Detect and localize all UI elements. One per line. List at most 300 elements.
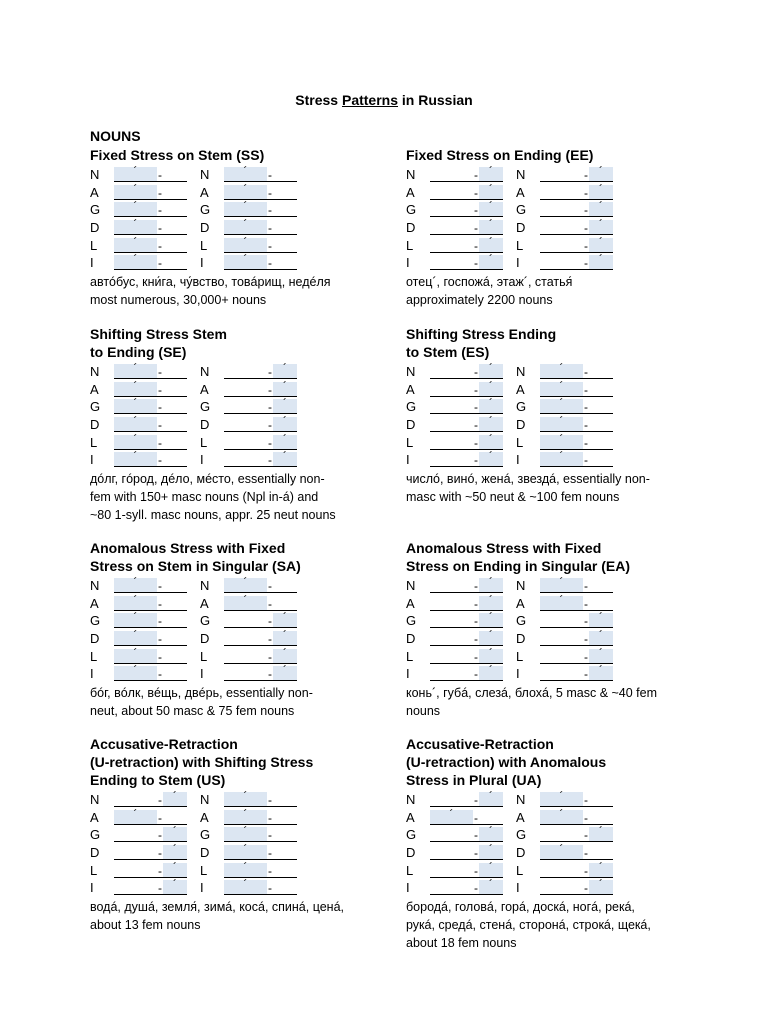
stem-blank xyxy=(540,578,583,592)
case-label: D xyxy=(516,845,526,861)
hyphen: - xyxy=(268,828,272,843)
ending-blank xyxy=(479,220,503,234)
ending-blank xyxy=(163,364,187,378)
stem-blank xyxy=(430,382,473,396)
case-row xyxy=(406,219,706,237)
stress-slot-stem xyxy=(114,613,187,628)
stress-slot-stem xyxy=(224,827,297,842)
examples-line: рукá, средá, стенá, сторонá, строкá, щекá, xyxy=(406,917,651,932)
stem-blank xyxy=(430,596,473,610)
stress-slot-ending xyxy=(430,364,503,379)
case-label: L xyxy=(516,862,524,878)
stem-blank xyxy=(224,255,267,269)
section-ee xyxy=(406,146,706,309)
section-title-line: (U-retraction) with Shifting Stress xyxy=(90,754,314,770)
stem-blank xyxy=(224,613,267,627)
examples-line: дóлг, гóрод, дéло, мéсто, essentially non- xyxy=(90,471,325,486)
examples-text xyxy=(406,470,706,506)
section-title-line: to Stem (ES) xyxy=(406,344,490,360)
stress-slot-stem xyxy=(114,255,187,270)
stress-slot-ending xyxy=(430,435,503,450)
hyphen: - xyxy=(584,828,588,843)
stem-blank xyxy=(430,810,473,824)
case-row xyxy=(406,861,706,879)
ending-blank xyxy=(163,167,187,181)
case-row xyxy=(406,363,706,381)
stress-slot-stem xyxy=(430,810,503,825)
hyphen: - xyxy=(268,667,272,682)
stem-blank xyxy=(114,845,157,859)
hyphen: - xyxy=(268,453,272,468)
case-label: D xyxy=(200,220,210,236)
hyphen: - xyxy=(268,614,272,629)
hyphen: - xyxy=(584,238,588,253)
stem-blank xyxy=(540,382,583,396)
ending-blank xyxy=(589,364,613,378)
hyphen: - xyxy=(584,649,588,664)
hyphen: - xyxy=(584,185,588,200)
section-title-line: Shifting Stress Ending xyxy=(406,326,557,342)
case-label: I xyxy=(406,255,410,271)
case-label: A xyxy=(90,184,99,200)
stress-slot-stem xyxy=(114,238,187,253)
case-label: D xyxy=(90,417,100,433)
stem-blank xyxy=(114,399,157,413)
hyphen: - xyxy=(268,793,272,808)
stem-blank xyxy=(540,880,583,894)
hyphen: - xyxy=(158,614,162,629)
hyphen: - xyxy=(474,382,478,397)
ending-blank xyxy=(479,578,503,592)
ending-blank xyxy=(163,255,187,269)
stem-blank xyxy=(114,185,157,199)
case-label: I xyxy=(516,255,520,271)
case-label: I xyxy=(516,452,520,468)
case-label: A xyxy=(200,595,209,611)
case-label: L xyxy=(516,237,524,253)
stem-blank xyxy=(540,649,583,663)
case-label: D xyxy=(90,845,100,861)
hyphen: - xyxy=(584,435,588,450)
ending-blank xyxy=(273,810,297,824)
examples-line: конь´, губá, слезá, блохá, 5 masc & ~40 fem xyxy=(406,685,658,700)
case-label: L xyxy=(90,434,98,450)
ending-blank xyxy=(273,666,297,680)
ending-blank xyxy=(163,220,187,234)
stem-blank xyxy=(430,827,473,841)
stress-slot-stem xyxy=(114,417,187,432)
case-label: A xyxy=(516,184,525,200)
stress-slot-stem xyxy=(540,810,613,825)
hyphen: - xyxy=(584,221,588,236)
stress-slot-ending xyxy=(430,255,503,270)
case-label: G xyxy=(200,399,211,415)
examples-line: бородá, головá, горá, доскá, ногá, рекá, xyxy=(406,899,635,914)
case-label: N xyxy=(406,167,416,183)
stress-slot-ending xyxy=(430,399,503,414)
ending-blank xyxy=(273,185,297,199)
examples-line: approximately 2200 nouns xyxy=(406,292,553,307)
ending-blank xyxy=(273,596,297,610)
section-title-line: Stress on Ending in Singular (EA) xyxy=(406,558,631,574)
examples-line: отец´, госпожá, этаж´, статья́ xyxy=(406,274,573,289)
ending-blank xyxy=(273,880,297,894)
section-title-line: Ending to Stem (US) xyxy=(90,772,226,788)
stress-slot-stem xyxy=(540,399,613,414)
ending-blank xyxy=(589,863,613,877)
stress-slot-stem xyxy=(540,578,613,593)
ending-blank xyxy=(163,417,187,431)
stress-slot-ending xyxy=(540,649,613,664)
hyphen: - xyxy=(474,881,478,896)
case-label: A xyxy=(200,809,209,825)
ending-blank xyxy=(163,863,187,877)
stem-blank xyxy=(114,452,157,466)
stress-slot-ending xyxy=(114,863,187,878)
stem-blank xyxy=(224,220,267,234)
case-label: I xyxy=(406,666,410,682)
stem-blank xyxy=(430,880,473,894)
examples-text xyxy=(406,898,706,952)
hyphen: - xyxy=(268,221,272,236)
section-title-line: Accusative-Retraction xyxy=(406,736,554,752)
case-row xyxy=(406,166,706,184)
stress-slot-stem xyxy=(540,382,613,397)
stress-slot-stem xyxy=(114,666,187,681)
ending-blank xyxy=(479,596,503,610)
case-label: N xyxy=(516,167,526,183)
title-underlined: Patterns xyxy=(341,92,399,108)
stress-slot-ending xyxy=(430,880,503,895)
case-label: G xyxy=(90,827,101,843)
section-ea xyxy=(406,539,706,720)
stress-slot-stem xyxy=(114,202,187,217)
ending-blank xyxy=(589,417,613,431)
case-label: A xyxy=(406,595,415,611)
hyphen: - xyxy=(474,365,478,380)
hyphen: - xyxy=(584,846,588,861)
case-table xyxy=(90,166,390,272)
stem-blank xyxy=(114,220,157,234)
stem-blank xyxy=(430,649,473,663)
section-title-line: (U-retraction) with Anomalous xyxy=(406,754,607,770)
hyphen: - xyxy=(474,614,478,629)
stem-blank xyxy=(430,364,473,378)
case-row xyxy=(90,826,390,844)
stem-blank xyxy=(114,435,157,449)
hyphen: - xyxy=(158,168,162,183)
hyphen: - xyxy=(158,846,162,861)
case-label: N xyxy=(200,364,210,380)
stress-slot-stem xyxy=(224,863,297,878)
stress-slot-stem xyxy=(540,364,613,379)
ending-blank xyxy=(589,202,613,216)
ending-blank xyxy=(163,810,187,824)
hyphen: - xyxy=(158,793,162,808)
stress-slot-stem xyxy=(224,202,297,217)
stem-blank xyxy=(540,452,583,466)
stem-blank xyxy=(540,863,583,877)
case-label: I xyxy=(90,880,94,896)
ending-blank xyxy=(163,452,187,466)
ending-blank xyxy=(589,666,613,680)
title-post: in Russian xyxy=(398,92,473,108)
section-title-line: Fixed Stress on Ending (EE) xyxy=(406,147,594,163)
examples-line: most numerous, 30,000+ nouns xyxy=(90,292,267,307)
stem-blank xyxy=(540,631,583,645)
stem-blank xyxy=(430,238,473,252)
ending-blank xyxy=(479,827,503,841)
ending-blank xyxy=(589,613,613,627)
stem-blank xyxy=(430,202,473,216)
ending-blank xyxy=(589,220,613,234)
stem-blank xyxy=(224,596,267,610)
stem-blank xyxy=(540,666,583,680)
ending-blank xyxy=(479,417,503,431)
hyphen: - xyxy=(584,863,588,878)
section-sa xyxy=(90,539,390,720)
examples-text xyxy=(406,273,706,309)
stem-blank xyxy=(114,863,157,877)
section-ss xyxy=(90,146,390,309)
case-label: L xyxy=(406,237,414,253)
stem-blank xyxy=(540,399,583,413)
stress-slot-ending xyxy=(224,417,297,432)
examples-text xyxy=(406,684,706,720)
case-label: L xyxy=(406,434,414,450)
case-label: N xyxy=(200,167,210,183)
section-title xyxy=(90,325,390,361)
stress-slot-ending xyxy=(540,167,613,182)
case-row xyxy=(406,398,706,416)
ending-blank xyxy=(589,649,613,663)
examples-line: числó, винó, женá, звездá, essentially non- xyxy=(406,471,650,486)
stem-blank xyxy=(224,435,267,449)
stress-slot-ending xyxy=(224,666,297,681)
case-label: G xyxy=(90,399,101,415)
ending-blank xyxy=(273,417,297,431)
section-title-line: to Ending (SE) xyxy=(90,344,187,360)
stem-blank xyxy=(430,452,473,466)
ending-blank xyxy=(479,613,503,627)
ending-blank xyxy=(479,167,503,181)
stress-slot-ending xyxy=(540,202,613,217)
ending-blank xyxy=(479,364,503,378)
stress-slot-ending xyxy=(224,631,297,646)
hyphen: - xyxy=(158,649,162,664)
stress-slot-stem xyxy=(224,238,297,253)
ending-blank xyxy=(479,666,503,680)
ending-blank xyxy=(163,845,187,859)
ending-blank xyxy=(273,863,297,877)
hyphen: - xyxy=(584,881,588,896)
section-title-line: Anomalous Stress with Fixed xyxy=(406,540,602,556)
examples-text xyxy=(90,470,390,524)
hyphen: - xyxy=(474,238,478,253)
ending-blank xyxy=(273,220,297,234)
stress-slot-ending xyxy=(430,220,503,235)
hyphen: - xyxy=(474,256,478,271)
case-row xyxy=(90,844,390,862)
hyphen: - xyxy=(158,828,162,843)
ending-blank xyxy=(589,578,613,592)
stem-blank xyxy=(114,880,157,894)
stress-slot-stem xyxy=(114,649,187,664)
ending-blank xyxy=(273,845,297,859)
stem-blank xyxy=(114,596,157,610)
case-row xyxy=(406,665,706,683)
case-label: L xyxy=(516,434,524,450)
case-label: D xyxy=(516,220,526,236)
case-label: D xyxy=(406,417,416,433)
ending-blank xyxy=(273,238,297,252)
stem-blank xyxy=(430,666,473,680)
stress-slot-ending xyxy=(540,238,613,253)
case-row xyxy=(90,861,390,879)
stress-slot-stem xyxy=(224,220,297,235)
ending-blank xyxy=(163,631,187,645)
stem-blank xyxy=(224,827,267,841)
ending-blank xyxy=(479,185,503,199)
ending-blank xyxy=(589,631,613,645)
stem-blank xyxy=(430,185,473,199)
stress-slot-stem xyxy=(224,792,297,807)
stress-slot-ending xyxy=(430,792,503,807)
ending-blank xyxy=(273,792,297,806)
stem-blank xyxy=(540,202,583,216)
stem-blank xyxy=(540,185,583,199)
stem-blank xyxy=(540,255,583,269)
case-label: L xyxy=(90,862,98,878)
stress-slot-ending xyxy=(540,827,613,842)
ending-blank xyxy=(589,810,613,824)
stress-slot-stem xyxy=(540,452,613,467)
stem-blank xyxy=(224,631,267,645)
stress-slot-stem xyxy=(114,452,187,467)
case-label: N xyxy=(90,792,100,808)
case-label: G xyxy=(406,613,417,629)
hyphen: - xyxy=(268,863,272,878)
stress-slot-stem xyxy=(114,631,187,646)
case-row xyxy=(406,577,706,595)
hyphen: - xyxy=(474,828,478,843)
ending-blank xyxy=(589,827,613,841)
ending-blank xyxy=(273,631,297,645)
stem-blank xyxy=(224,845,267,859)
hyphen: - xyxy=(268,596,272,611)
case-label: G xyxy=(200,613,211,629)
hyphen: - xyxy=(474,667,478,682)
case-label: D xyxy=(200,845,210,861)
stem-blank xyxy=(114,810,157,824)
hyphen: - xyxy=(158,596,162,611)
case-label: G xyxy=(90,613,101,629)
hyphen: - xyxy=(474,596,478,611)
stress-slot-ending xyxy=(224,382,297,397)
case-row xyxy=(90,879,390,897)
stress-slot-ending xyxy=(430,596,503,611)
hyphen: - xyxy=(584,168,588,183)
hyphen: - xyxy=(158,400,162,415)
case-label: I xyxy=(200,880,204,896)
hyphen: - xyxy=(474,846,478,861)
hyphen: - xyxy=(474,221,478,236)
stem-blank xyxy=(224,649,267,663)
hyphen: - xyxy=(474,435,478,450)
hyphen: - xyxy=(584,256,588,271)
stem-blank xyxy=(114,167,157,181)
hyphen: - xyxy=(158,881,162,896)
case-label: D xyxy=(200,631,210,647)
stem-blank xyxy=(224,452,267,466)
ending-blank xyxy=(479,382,503,396)
stress-slot-ending xyxy=(430,863,503,878)
case-table xyxy=(90,791,390,897)
stress-slot-ending xyxy=(430,202,503,217)
case-label: I xyxy=(200,452,204,468)
case-label: N xyxy=(90,167,100,183)
hyphen: - xyxy=(158,579,162,594)
ending-blank xyxy=(273,613,297,627)
hyphen: - xyxy=(158,418,162,433)
stem-blank xyxy=(224,792,267,806)
stress-slot-stem xyxy=(224,810,297,825)
case-label: A xyxy=(406,184,415,200)
case-row xyxy=(406,826,706,844)
ending-blank xyxy=(273,827,297,841)
case-label: A xyxy=(90,381,99,397)
hyphen: - xyxy=(158,256,162,271)
ending-blank xyxy=(589,845,613,859)
ending-blank xyxy=(479,238,503,252)
stress-slot-ending xyxy=(114,792,187,807)
section-us xyxy=(90,735,390,934)
examples-line: fem with 150+ masc nouns (Npl in-á) and xyxy=(90,489,319,504)
stem-blank xyxy=(224,417,267,431)
stem-blank xyxy=(114,417,157,431)
case-label: D xyxy=(406,220,416,236)
stem-blank xyxy=(224,185,267,199)
stem-blank xyxy=(224,880,267,894)
stress-slot-stem xyxy=(114,364,187,379)
case-row xyxy=(406,809,706,827)
section-title xyxy=(406,325,706,361)
case-row xyxy=(406,433,706,451)
stress-slot-stem xyxy=(114,435,187,450)
stem-blank xyxy=(430,399,473,413)
case-table xyxy=(406,577,706,683)
stem-blank xyxy=(430,220,473,234)
ending-blank xyxy=(479,435,503,449)
hyphen: - xyxy=(584,614,588,629)
hyphen: - xyxy=(268,632,272,647)
hyphen: - xyxy=(474,203,478,218)
ending-blank xyxy=(163,613,187,627)
case-label: A xyxy=(200,184,209,200)
examples-line: nouns xyxy=(406,703,441,718)
hyphen: - xyxy=(474,863,478,878)
ending-blank xyxy=(163,185,187,199)
section-title-line: Shifting Stress Stem xyxy=(90,326,227,342)
examples-text xyxy=(90,273,390,309)
hyphen: - xyxy=(584,382,588,397)
case-row xyxy=(406,595,706,613)
case-label: N xyxy=(516,364,526,380)
ending-blank xyxy=(479,845,503,859)
stress-slot-ending xyxy=(224,435,297,450)
case-table xyxy=(406,166,706,272)
stress-slot-ending xyxy=(540,631,613,646)
